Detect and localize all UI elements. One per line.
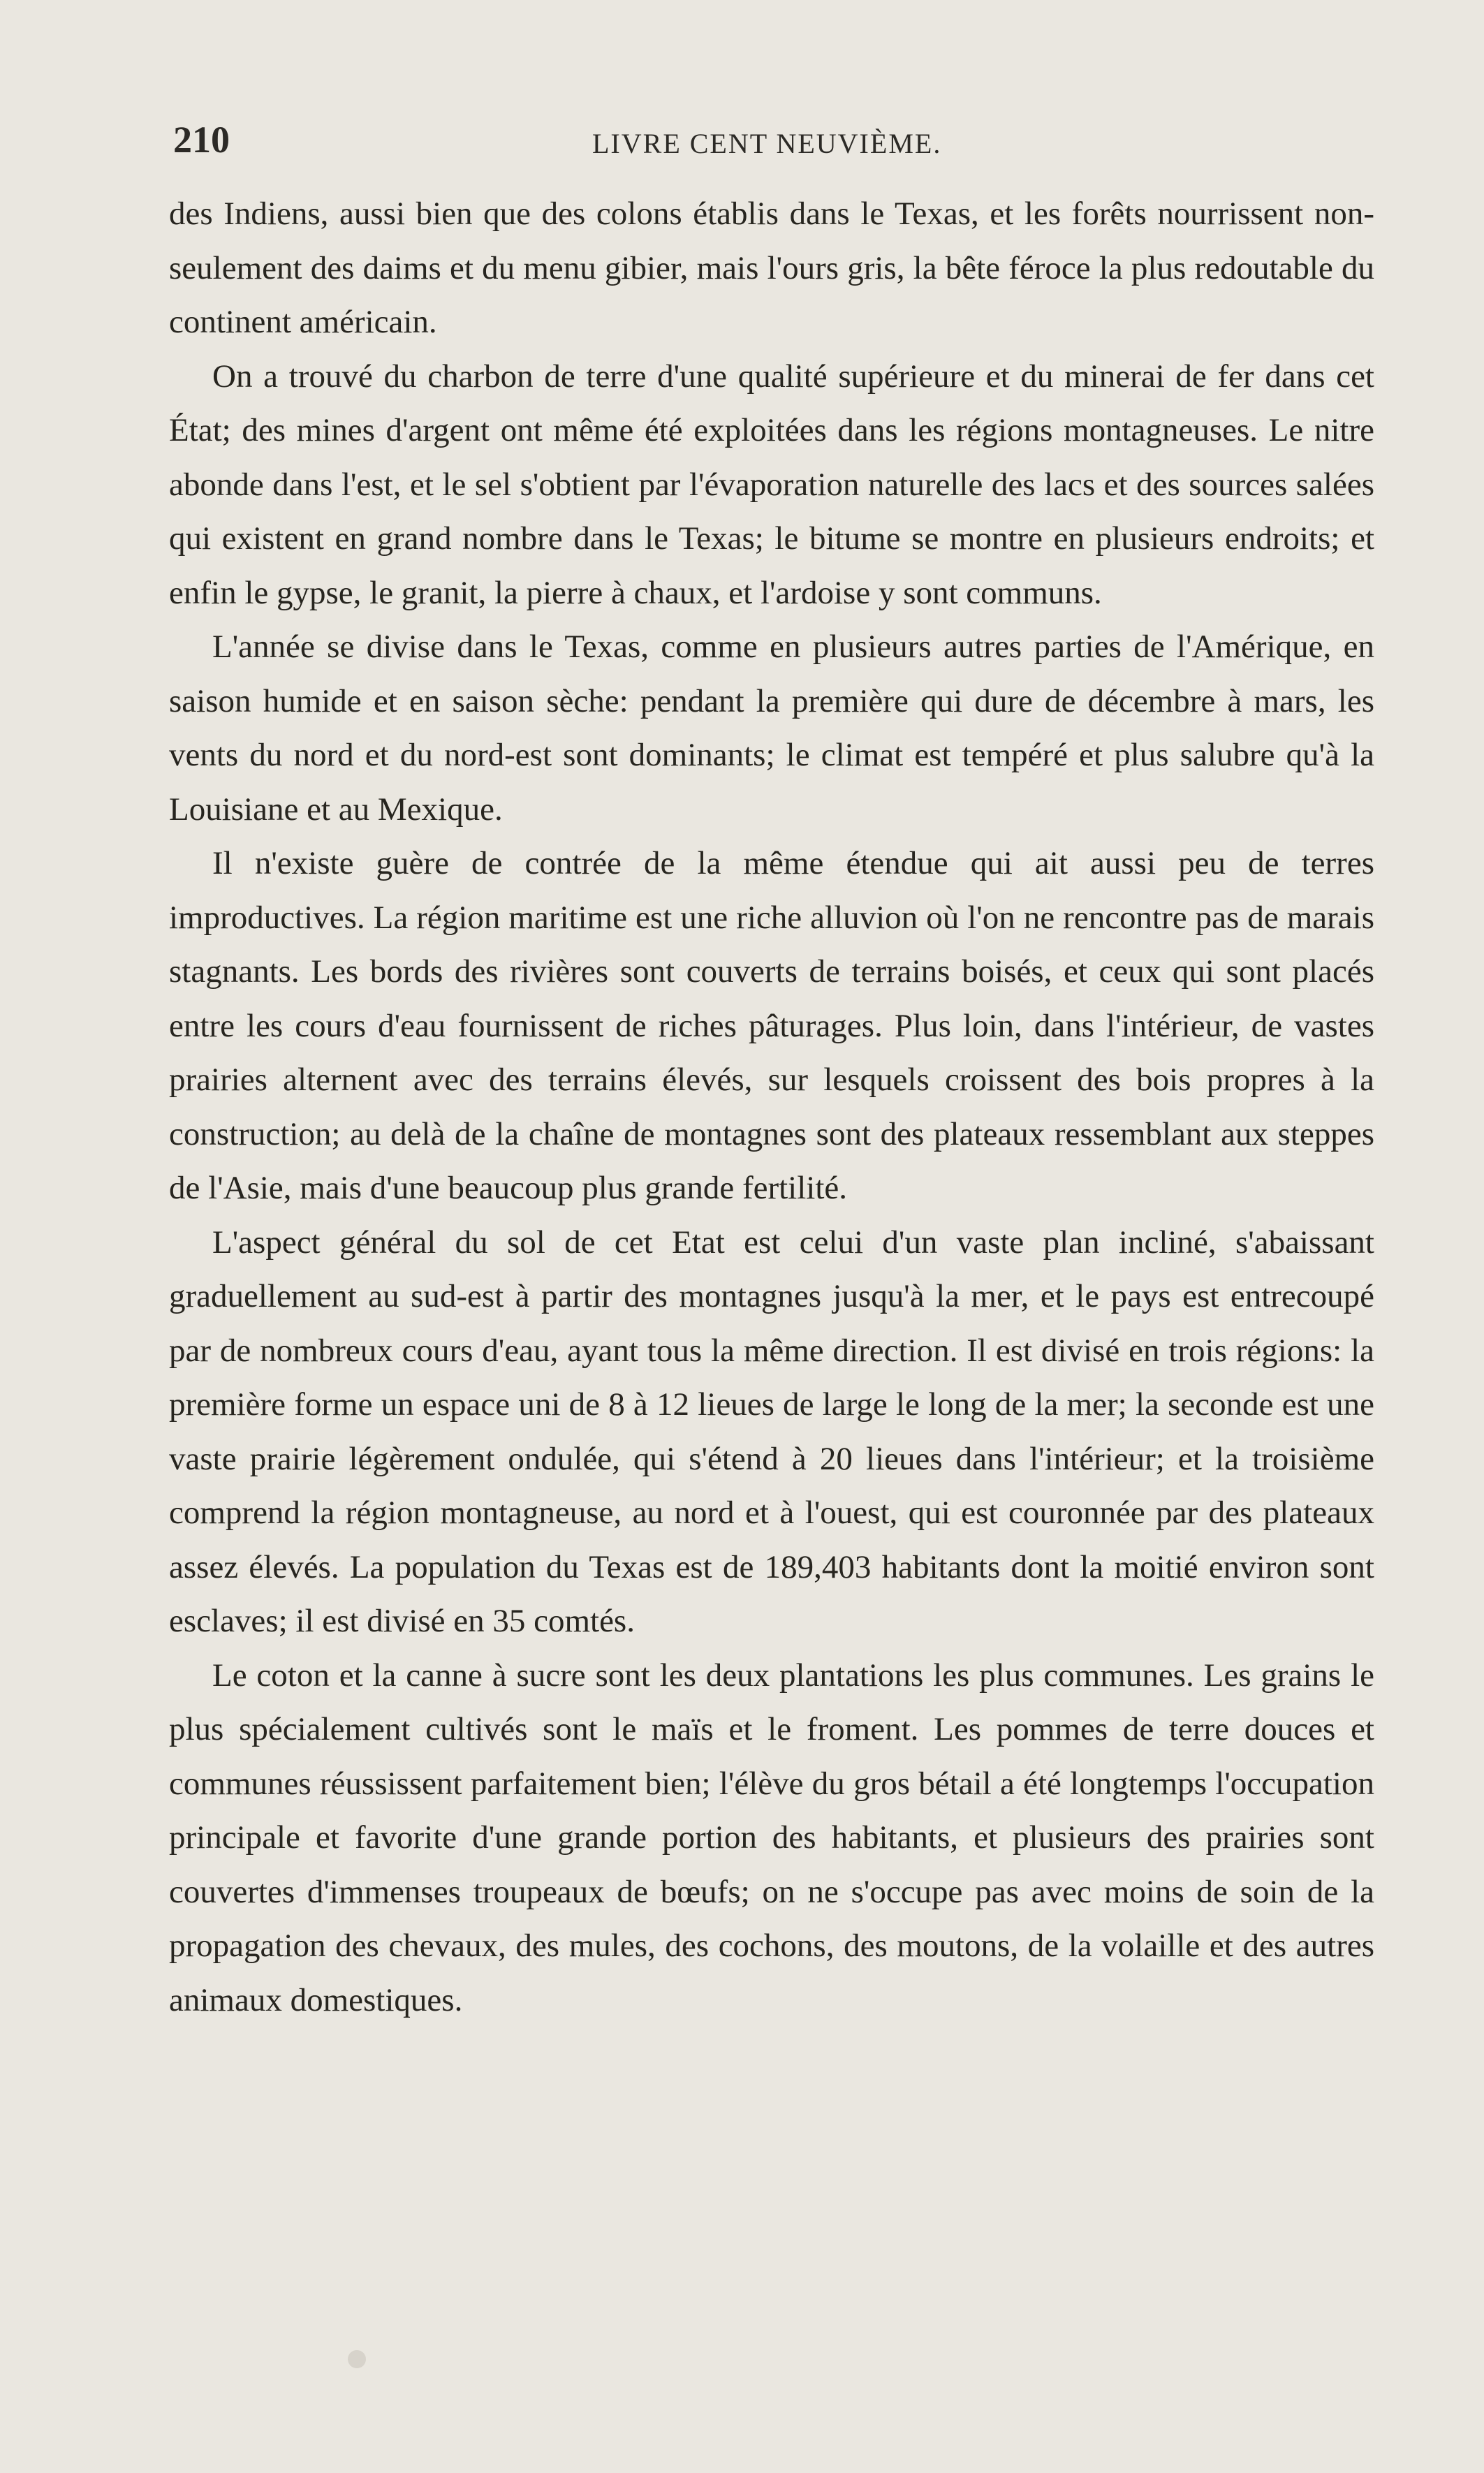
running-title: LIVRE CENT NEUVIÈME. bbox=[592, 128, 942, 159]
paragraph-3: L'année se divise dans le Texas, comme en plusieurs autres parties de l'Amérique, en saison humide et en saison sèche: pendant la première qui dure de décembre à mars, les vents du nord et du nord-est sont dominants; le climat est tempéré et plus salubre qu'à la Louisiane et au Mexique. bbox=[169, 629, 1374, 828]
paragraph-2: On a trouvé du charbon de terre d'une qualité supérieure et du minerai de fer dans cet État; des mines d'argent ont même été exploitées dans les régions montagneuses. Le nitre abonde dans l'est, et le sel s'obtient par l'évaporation naturelle des lacs et des sources salées qui existent en grand nombre dans le Texas; le bitume se montre en plusieurs endroits; et enfin le gypse, le granit, la pierre à chaux, et l'ardoise y sont communs. bbox=[169, 358, 1374, 611]
body-text bbox=[169, 187, 1374, 2027]
paper-smudge bbox=[348, 2350, 366, 2368]
paragraph-1: des Indiens, aussi bien que des colons établis dans le Texas, et les forêts nourrissent non-seulement des daims et du menu gibier, mais l'ours gris, la bête féroce la plus redoutable du continent américain. bbox=[169, 196, 1374, 340]
paragraph-6: Le coton et la canne à sucre sont les deux plantations les plus communes. Les grains le plus spécialement cultivés sont le maïs et le froment. Les pommes de terre douces et communes réussissent parfaitement bien; l'élève du gros bétail a été longtemps l'occupation principale et favorite d'une grande portion des habitants, et plusieurs des prairies sont couvertes d'immenses troupeaux de bœufs; on ne s'occupe pas avec moins de soin de la propagation des chevaux, des mules, des cochons, des moutons, de la volaille et des autres animaux domestiques. bbox=[169, 1657, 1374, 2018]
paragraph-5: L'aspect général du sol de cet Etat est celui d'un vaste plan incliné, s'abaissant graduellement au sud-est à partir des montagnes jusqu'à la mer, et le pays est entrecoupé par de nombreux cours d'eau, ayant tous la même direction. Il est divisé en trois régions: la première forme un espace uni de 8 à 12 lieues de large le long de la mer; la seconde est une vaste prairie légèrement ondulée, qui s'étend à 20 lieues dans l'intérieur; et la troisième comprend la région montagneuse, au nord et à l'ouest, qui est couronnée par des plateaux assez élevés. La population du Texas est de 189,403 habitants dont la moitié environ sont esclaves; il est divisé en 35 comtés. bbox=[169, 1224, 1374, 1639]
paragraph-4: Il n'existe guère de contrée de la même étendue qui ait aussi peu de terres improductives. La région maritime est une riche alluvion où l'on ne rencontre pas de marais stagnants. Les bords des rivières sont couverts de terrains boisés, et ceux qui sont placés entre les cours d'eau fournissent de riches pâturages. Plus loin, dans l'intérieur, de vastes prairies alternent avec des terrains élevés, sur lesquels croissent des bois propres à la construction; au delà de la chaîne de montagnes sont des plateaux ressemblant aux steppes de l'Asie, mais d'une beaucoup plus grande fertilité. bbox=[169, 845, 1374, 1206]
page-header bbox=[173, 112, 1374, 168]
page-number: 210 bbox=[173, 119, 230, 161]
